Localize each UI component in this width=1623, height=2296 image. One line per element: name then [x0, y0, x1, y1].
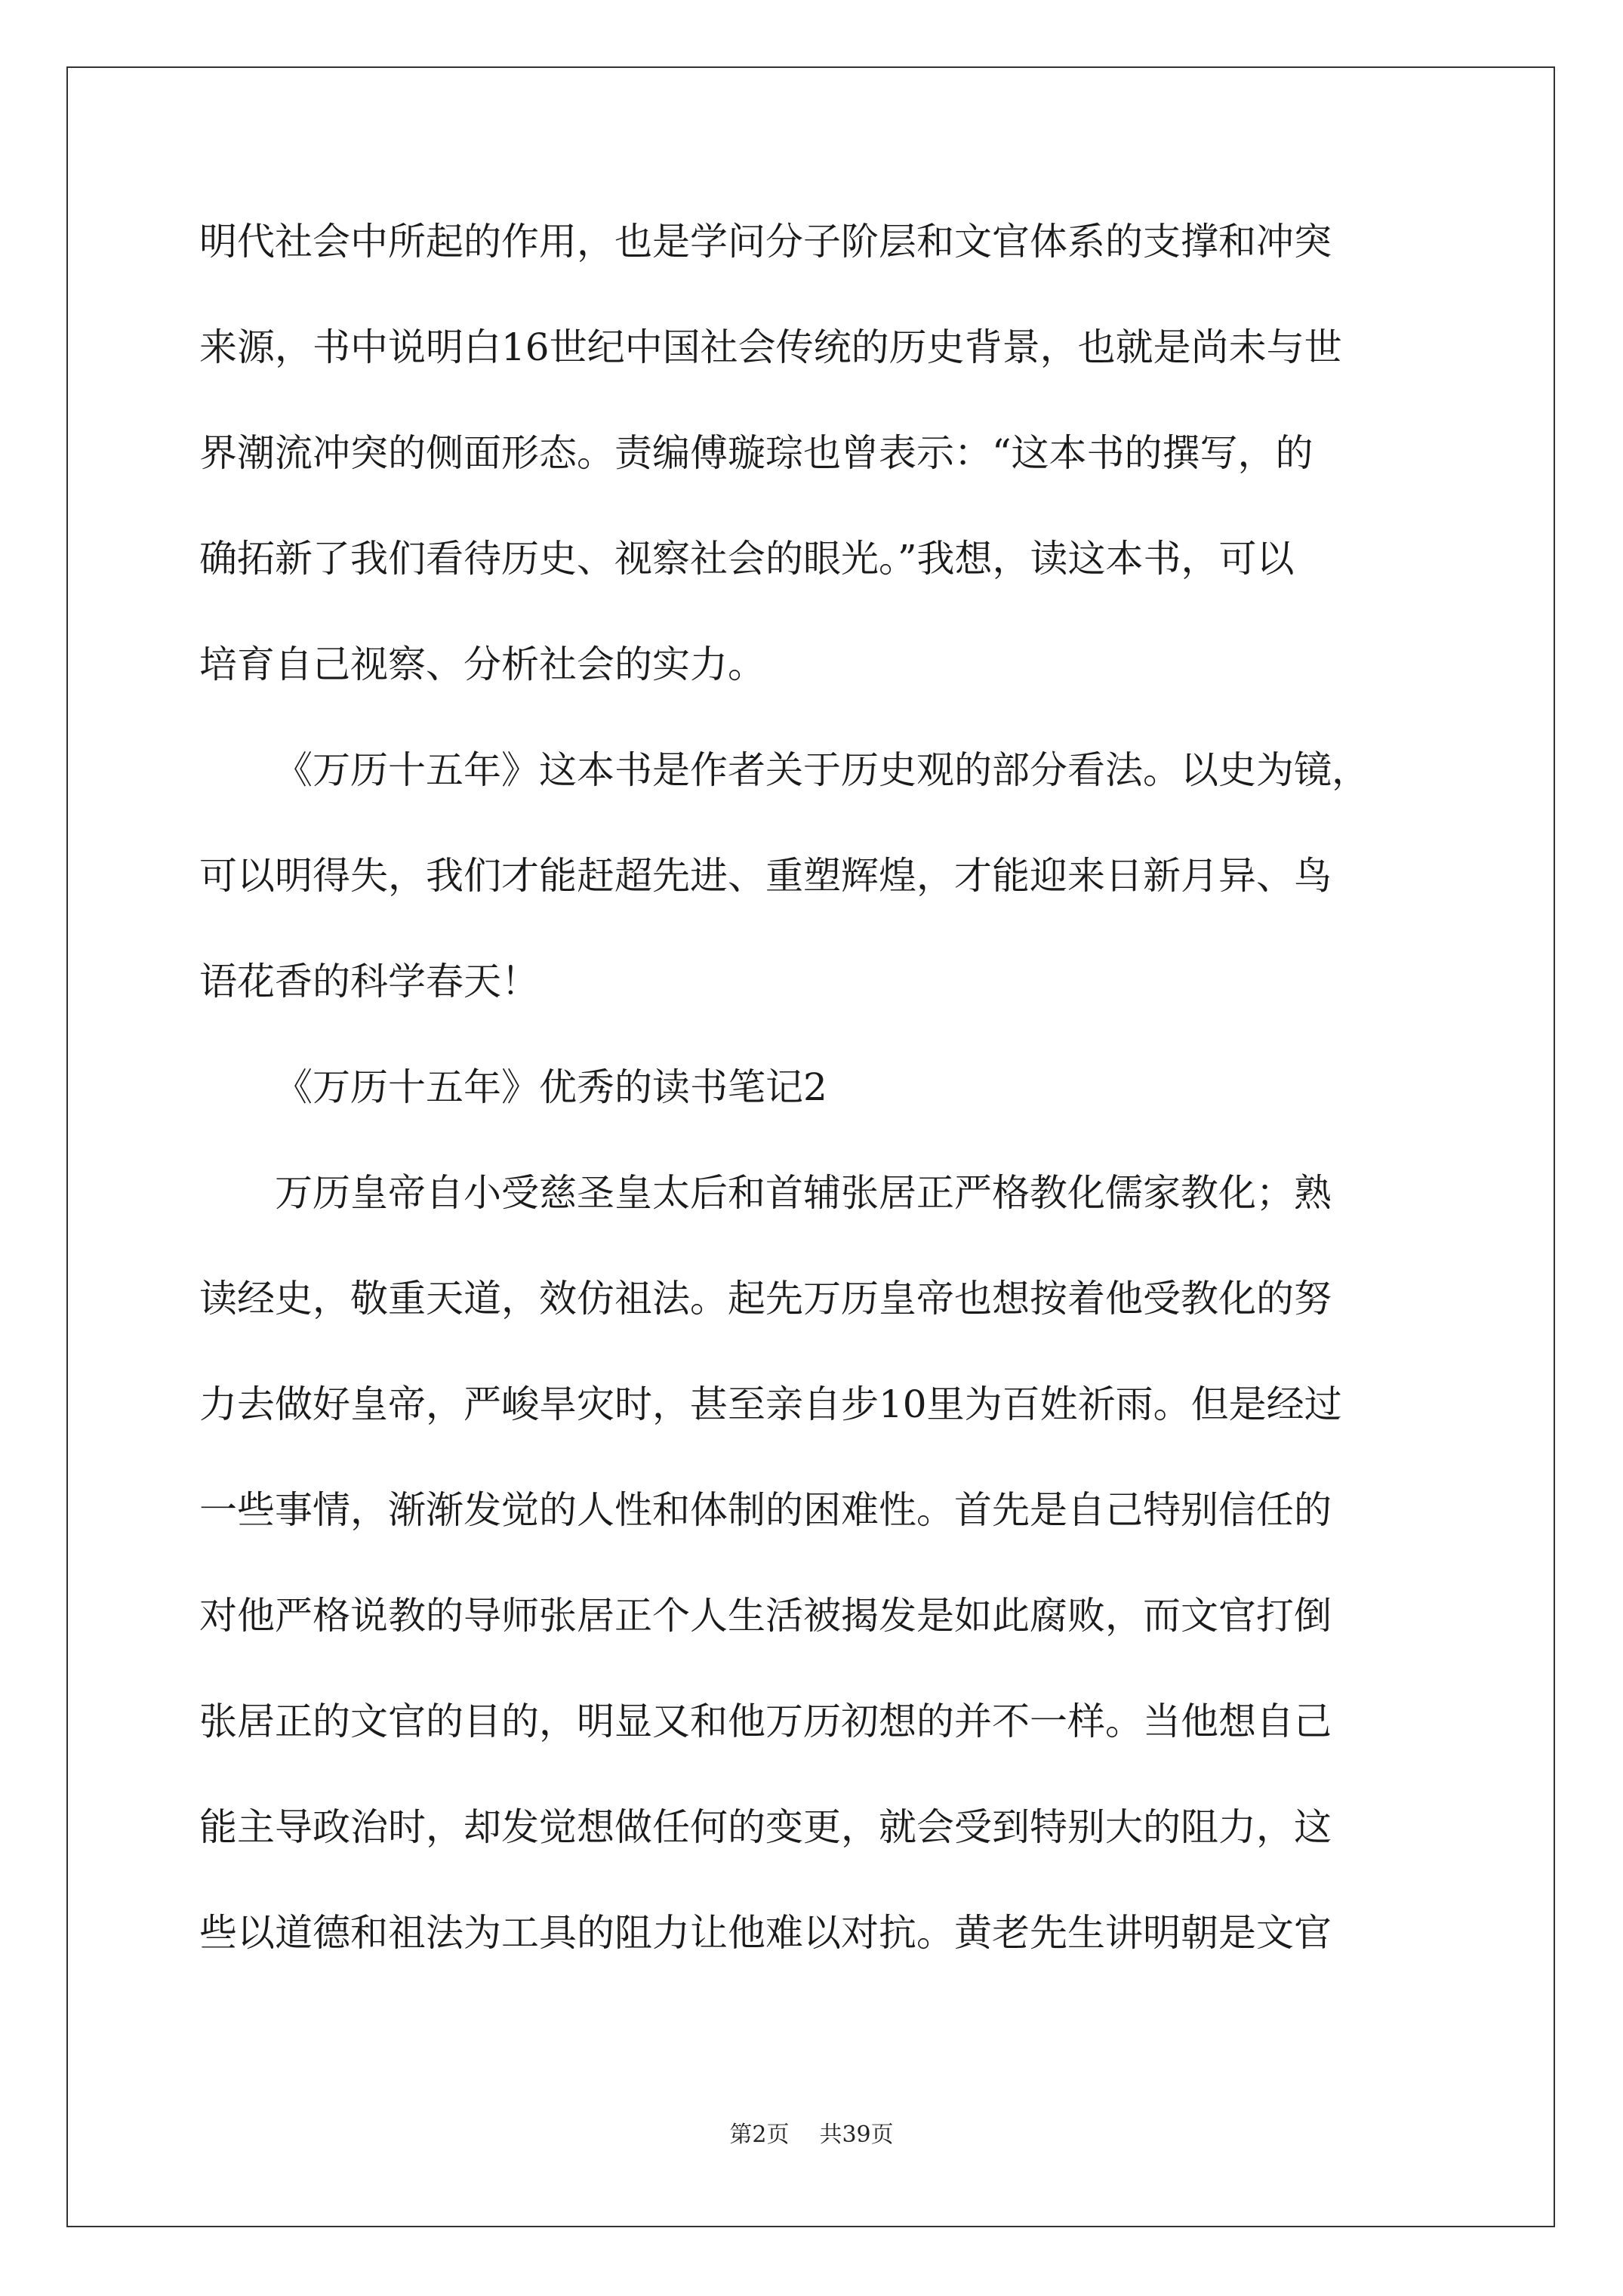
text-line: 些以道德和祖法为工具的阻力让他难以对抗。黄老先生讲明朝是文官 — [199, 1911, 1332, 1955]
page-number: 第2页 — [729, 2122, 790, 2148]
text-line: 培育自己视察、分析社会的实力。 — [199, 643, 765, 686]
text-line: 能主导政治时，却发觉想做任何的变更，就会受到特别大的阻力，这 — [199, 1805, 1332, 1849]
text-line: 界潮流冲突的侧面形态。责编傅璇琮也曾表示：“这本书的撰写，的 — [199, 431, 1313, 475]
text-line: 来源，书中说明白16世纪中国社会传统的历史背景，也就是尚未与世 — [199, 325, 1342, 369]
text-line: 可以明得失，我们才能赶超先进、重塑辉煌，才能迎来日新月异、鸟 — [199, 854, 1332, 898]
text-line: 力去做好皇帝，严峻旱灾时，甚至亲自步10里为百姓祈雨。但是经过 — [199, 1382, 1342, 1426]
text-line-first: 万历皇帝自小受慈圣皇太后和首辅张居正严格教化儒家教化；熟 — [275, 1171, 1332, 1215]
text-line: 读经史，敬重天道，效仿祖法。起先万历皇帝也想按着他受教化的努 — [199, 1277, 1332, 1321]
page-footer — [0, 2120, 1623, 2150]
text-line: 张居正的文官的目的，明显又和他万历初想的并不一样。当他想自己 — [199, 1700, 1332, 1743]
text-line-first: 《万历十五年》这本书是作者关于历史观的部分看法。以史为镜， — [275, 748, 1369, 792]
section-heading: 《万历十五年》优秀的读书笔记2 — [275, 1065, 827, 1109]
text-line: 确拓新了我们看待历史、视察社会的眼光。”我想，读这本书，可以 — [199, 537, 1295, 581]
text-line: 对他严格说教的导师张居正个人生活被揭发是如此腐败，而文官打倒 — [199, 1594, 1332, 1638]
page-total: 共39页 — [819, 2122, 894, 2148]
text-line: 明代社会中所起的作用，也是学问分子阶层和文官体系的支撑和冲突 — [199, 220, 1332, 264]
text-line: 一些事情，渐渐发觉的人性和体制的困难性。首先是自己特别信任的 — [199, 1488, 1332, 1532]
text-line: 语花香的科学春天！ — [199, 960, 539, 1003]
document-body — [199, 219, 1437, 2016]
